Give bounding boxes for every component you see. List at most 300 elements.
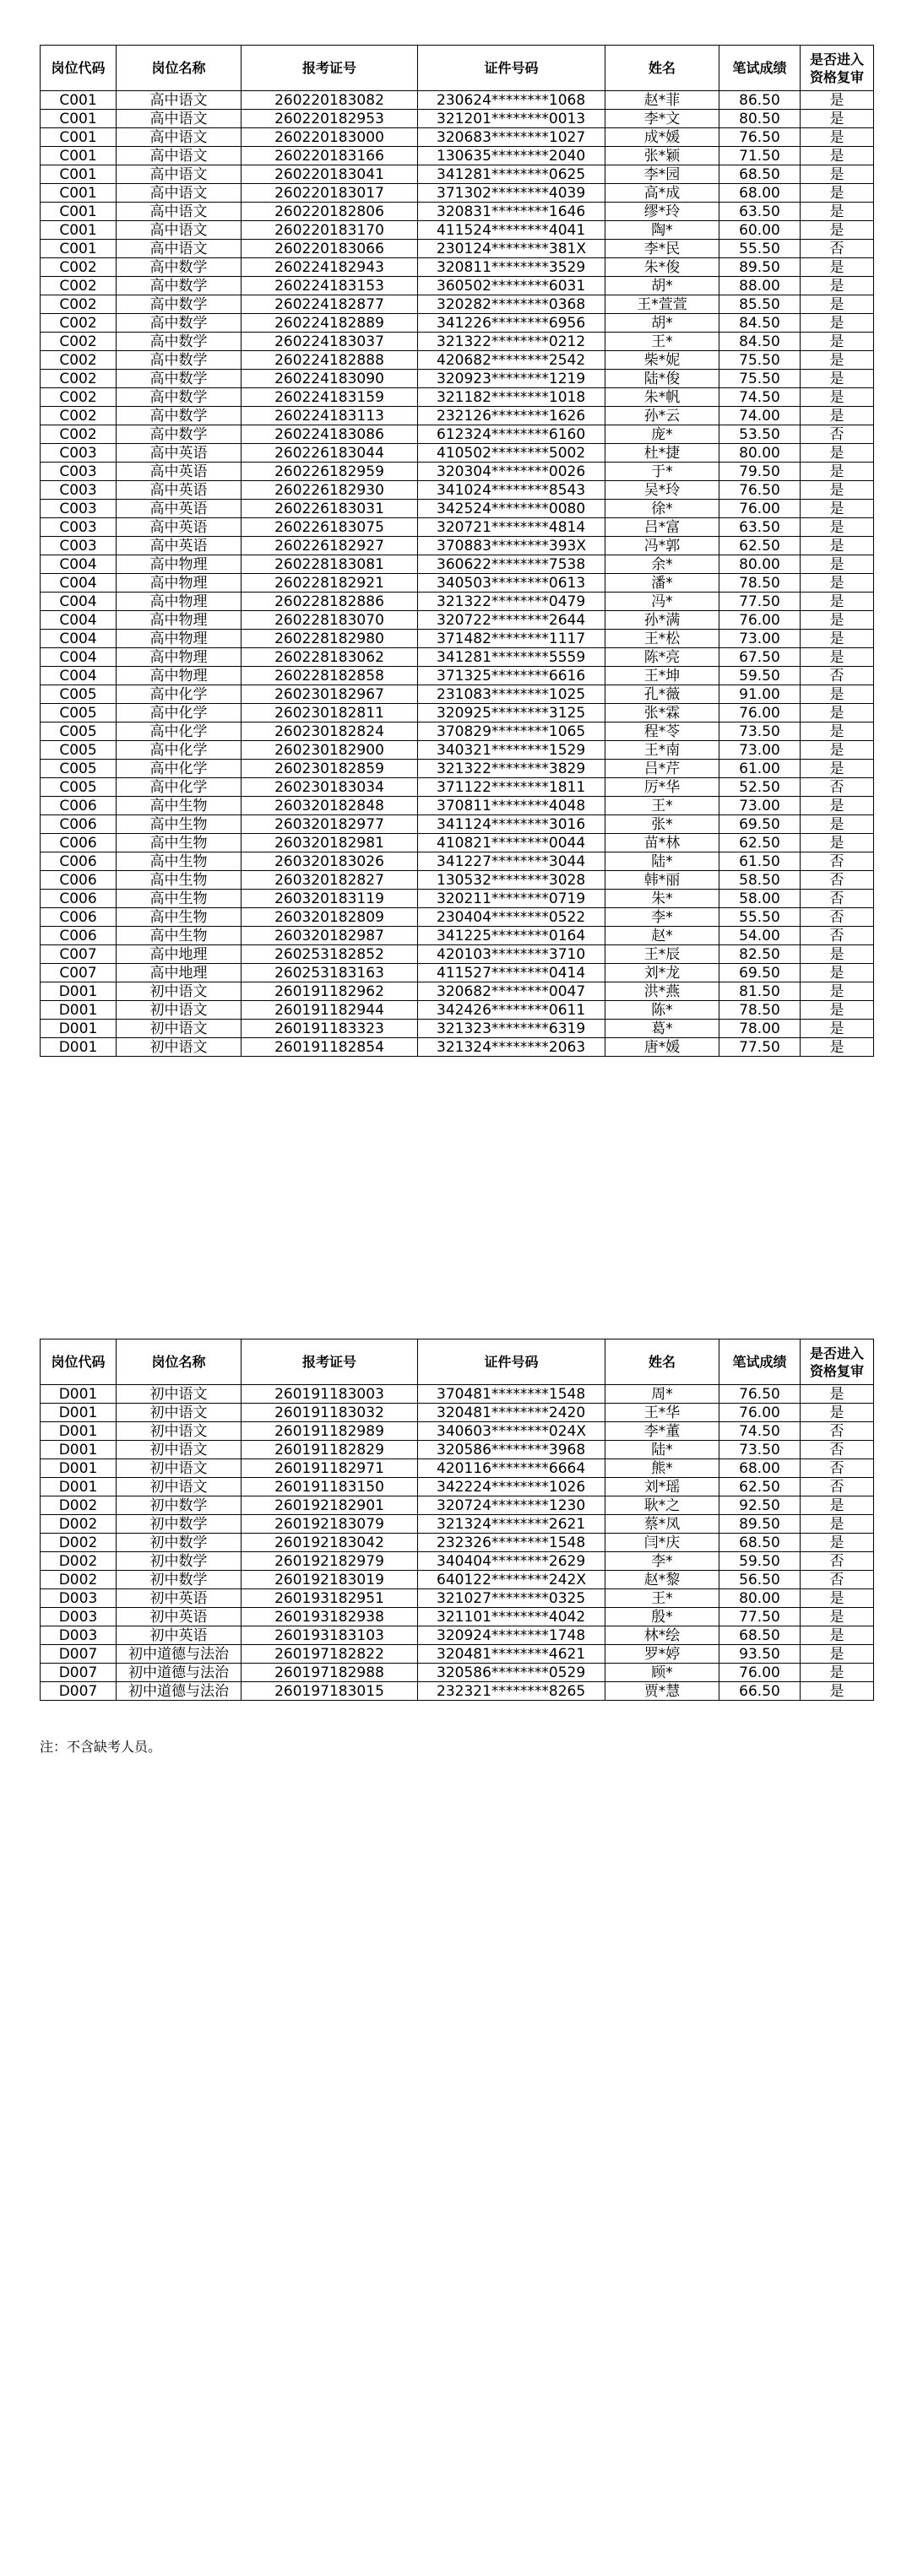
post-name-cell: 高中物理: [117, 630, 242, 648]
table-row: [41, 1571, 874, 1589]
table-row: [41, 964, 874, 982]
name-cell: 赵*菲: [605, 91, 719, 110]
post-code-cell: C001: [41, 165, 117, 184]
name-cell: 唐*媛: [605, 1038, 719, 1057]
table-row: [41, 258, 874, 277]
table-row: [41, 1001, 874, 1020]
table-row: [41, 704, 874, 722]
exam-number-cell: 260191182989: [242, 1422, 418, 1441]
id-number-cell: 612324********6160: [418, 425, 605, 444]
written-score-cell: 77.50: [719, 593, 801, 611]
post-code-cell: D001: [41, 982, 117, 1001]
id-number-cell: 321324********2063: [418, 1038, 605, 1057]
id-number-cell: 420116********6664: [418, 1459, 605, 1478]
id-number-cell: 340603********024X: [418, 1422, 605, 1441]
header-exam-number: 报考证号: [242, 46, 418, 91]
id-number-cell: 320211********0719: [418, 890, 605, 908]
review-status-cell: 是: [801, 704, 874, 722]
table-row: [41, 407, 874, 425]
header-post-name: 岗位名称: [117, 1339, 242, 1385]
post-code-cell: C006: [41, 815, 117, 834]
exam-number-cell: 260320182987: [242, 927, 418, 945]
written-score-cell: 81.50: [719, 982, 801, 1001]
table-row: [41, 1515, 874, 1534]
post-name-cell: 高中语文: [117, 184, 242, 203]
id-number-cell: 342524********0080: [418, 500, 605, 518]
post-name-cell: 高中生物: [117, 890, 242, 908]
table-row: [41, 370, 874, 388]
post-code-cell: C003: [41, 500, 117, 518]
exam-number-cell: 260191183003: [242, 1385, 418, 1404]
post-name-cell: 高中英语: [117, 500, 242, 518]
written-score-cell: 66.50: [719, 1682, 801, 1701]
post-name-cell: 高中物理: [117, 593, 242, 611]
exam-number-cell: 260220183170: [242, 221, 418, 240]
post-name-cell: 高中生物: [117, 871, 242, 890]
post-name-cell: 高中地理: [117, 964, 242, 982]
review-status-cell: 否: [801, 1441, 874, 1459]
id-number-cell: 342224********1026: [418, 1478, 605, 1496]
id-number-cell: 410821********0044: [418, 834, 605, 852]
id-number-cell: 320724********1230: [418, 1496, 605, 1515]
exam-number-cell: 260191183150: [242, 1478, 418, 1496]
table-row: [41, 1682, 874, 1701]
review-status-cell: 是: [801, 147, 874, 165]
table-row: [41, 1020, 874, 1038]
post-code-cell: C006: [41, 890, 117, 908]
name-cell: 王*坤: [605, 667, 719, 685]
post-code-cell: D001: [41, 1001, 117, 1020]
post-code-cell: D001: [41, 1020, 117, 1038]
post-name-cell: 高中化学: [117, 722, 242, 741]
table-row: [41, 927, 874, 945]
post-name-cell: 初中英语: [117, 1589, 242, 1608]
post-code-cell: C005: [41, 722, 117, 741]
name-cell: 葛*: [605, 1020, 719, 1038]
post-code-cell: D001: [41, 1478, 117, 1496]
name-cell: 王*: [605, 333, 719, 351]
review-status-cell: 是: [801, 333, 874, 351]
written-score-cell: 76.00: [719, 611, 801, 630]
review-status-cell: 否: [801, 871, 874, 890]
id-number-cell: 320923********1219: [418, 370, 605, 388]
name-cell: 程*苓: [605, 722, 719, 741]
post-name-cell: 初中语文: [117, 1441, 242, 1459]
post-code-cell: D007: [41, 1645, 117, 1664]
exam-number-cell: 260226182927: [242, 537, 418, 555]
review-status-cell: 是: [801, 741, 874, 760]
name-cell: 陆*俊: [605, 370, 719, 388]
name-cell: 赵*: [605, 927, 719, 945]
post-name-cell: 初中语文: [117, 1422, 242, 1441]
id-number-cell: 370883********393X: [418, 537, 605, 555]
exam-number-cell: 260228183062: [242, 648, 418, 667]
name-cell: 罗*婷: [605, 1645, 719, 1664]
table-row: [41, 351, 874, 370]
id-number-cell: 411524********4041: [418, 221, 605, 240]
header-post-code: 岗位代码: [41, 1339, 117, 1385]
written-score-cell: 61.00: [719, 760, 801, 778]
review-status-cell: 是: [801, 760, 874, 778]
written-score-cell: 73.00: [719, 797, 801, 815]
id-number-cell: 341124********3016: [418, 815, 605, 834]
review-status-cell: 是: [801, 258, 874, 277]
name-cell: 朱*: [605, 890, 719, 908]
table-row: [41, 1496, 874, 1515]
written-score-cell: 86.50: [719, 91, 801, 110]
name-cell: 王*萱萱: [605, 295, 719, 314]
review-status-cell: 否: [801, 778, 874, 797]
exam-number-cell: 260220182953: [242, 110, 418, 128]
id-number-cell: 341281********5559: [418, 648, 605, 667]
exam-number-cell: 260224183037: [242, 333, 418, 351]
header-name: 姓名: [605, 1339, 719, 1385]
id-number-cell: 341225********0164: [418, 927, 605, 945]
id-number-cell: 411527********0414: [418, 964, 605, 982]
post-code-cell: C001: [41, 110, 117, 128]
id-number-cell: 321182********1018: [418, 388, 605, 407]
id-number-cell: 321322********0479: [418, 593, 605, 611]
name-cell: 王*华: [605, 1404, 719, 1422]
id-number-cell: 321322********0212: [418, 333, 605, 351]
score-table-1: [40, 45, 874, 1057]
name-cell: 陆*: [605, 1441, 719, 1459]
exam-number-cell: 260230182824: [242, 722, 418, 741]
post-code-cell: C001: [41, 91, 117, 110]
review-status-cell: 否: [801, 852, 874, 871]
id-number-cell: 320683********1027: [418, 128, 605, 147]
name-cell: 林*绘: [605, 1626, 719, 1645]
name-cell: 冯*郭: [605, 537, 719, 555]
name-cell: 厉*华: [605, 778, 719, 797]
header-exam-number: 报考证号: [242, 1339, 418, 1385]
name-cell: 王*: [605, 1589, 719, 1608]
review-status-cell: 是: [801, 574, 874, 593]
id-number-cell: 341281********0625: [418, 165, 605, 184]
id-number-cell: 321201********0013: [418, 110, 605, 128]
written-score-cell: 73.50: [719, 722, 801, 741]
written-score-cell: 68.50: [719, 1626, 801, 1645]
post-code-cell: C001: [41, 147, 117, 165]
post-code-cell: C004: [41, 611, 117, 630]
id-number-cell: 321101********4042: [418, 1608, 605, 1626]
name-cell: 胡*: [605, 277, 719, 295]
review-status-cell: 是: [801, 128, 874, 147]
post-name-cell: 高中物理: [117, 555, 242, 574]
id-number-cell: 321322********3829: [418, 760, 605, 778]
exam-number-cell: 260320182977: [242, 815, 418, 834]
id-number-cell: 320586********3968: [418, 1441, 605, 1459]
review-status-cell: 是: [801, 797, 874, 815]
table-row: [41, 240, 874, 258]
table-body-1: [41, 91, 874, 1057]
written-score-cell: 59.50: [719, 1552, 801, 1571]
table-row: [41, 203, 874, 221]
written-score-cell: 62.50: [719, 834, 801, 852]
post-code-cell: D002: [41, 1534, 117, 1552]
name-cell: 成*媛: [605, 128, 719, 147]
exam-number-cell: 260191182962: [242, 982, 418, 1001]
table-row: [41, 1038, 874, 1057]
name-cell: 吕*富: [605, 518, 719, 537]
table-row: [41, 593, 874, 611]
table-body-2: [41, 1385, 874, 1701]
written-score-cell: 56.50: [719, 1571, 801, 1589]
name-cell: 于*: [605, 463, 719, 481]
post-code-cell: D001: [41, 1038, 117, 1057]
exam-number-cell: 260193182938: [242, 1608, 418, 1626]
header-id-number: 证件号码: [418, 1339, 605, 1385]
post-code-cell: C003: [41, 481, 117, 500]
review-status-cell: 是: [801, 407, 874, 425]
review-status-cell: 否: [801, 1459, 874, 1478]
name-cell: 蔡*凤: [605, 1515, 719, 1534]
post-code-cell: C001: [41, 184, 117, 203]
exam-number-cell: 260228182858: [242, 667, 418, 685]
name-cell: 杜*捷: [605, 444, 719, 463]
post-code-cell: C003: [41, 463, 117, 481]
table-row: [41, 295, 874, 314]
written-score-cell: 82.50: [719, 945, 801, 964]
post-name-cell: 高中生物: [117, 927, 242, 945]
post-code-cell: C005: [41, 760, 117, 778]
written-score-cell: 53.50: [719, 425, 801, 444]
table-row: [41, 277, 874, 295]
review-status-cell: 是: [801, 1038, 874, 1057]
table-row: [41, 667, 874, 685]
id-number-cell: 320721********4814: [418, 518, 605, 537]
name-cell: 余*: [605, 555, 719, 574]
review-status-cell: 是: [801, 611, 874, 630]
table-row: [41, 871, 874, 890]
table-row: [41, 314, 874, 333]
post-code-cell: C003: [41, 518, 117, 537]
post-name-cell: 初中语文: [117, 1459, 242, 1478]
exam-number-cell: 260228182886: [242, 593, 418, 611]
exam-number-cell: 260192182901: [242, 1496, 418, 1515]
table-row: [41, 741, 874, 760]
post-code-cell: D001: [41, 1404, 117, 1422]
exam-number-cell: 260320182827: [242, 871, 418, 890]
table-row: [41, 1589, 874, 1608]
review-status-cell: 是: [801, 314, 874, 333]
written-score-cell: 78.50: [719, 1001, 801, 1020]
table-row: [41, 1664, 874, 1682]
exam-number-cell: 260191183323: [242, 1020, 418, 1038]
name-cell: 熊*: [605, 1459, 719, 1478]
exam-number-cell: 260224183086: [242, 425, 418, 444]
post-code-cell: C002: [41, 314, 117, 333]
table-row: [41, 165, 874, 184]
name-cell: 洪*燕: [605, 982, 719, 1001]
id-number-cell: 230124********381X: [418, 240, 605, 258]
post-code-cell: D002: [41, 1552, 117, 1571]
name-cell: 朱*帆: [605, 388, 719, 407]
post-name-cell: 高中语文: [117, 110, 242, 128]
table-row: [41, 1608, 874, 1626]
written-score-cell: 63.50: [719, 203, 801, 221]
post-code-cell: D001: [41, 1422, 117, 1441]
table-row: [41, 1459, 874, 1478]
exam-number-cell: 260224183113: [242, 407, 418, 425]
review-status-cell: 是: [801, 295, 874, 314]
table-row: [41, 611, 874, 630]
post-code-cell: C002: [41, 407, 117, 425]
written-score-cell: 78.00: [719, 1020, 801, 1038]
table-header-row: [41, 46, 874, 91]
exam-number-cell: 260197183015: [242, 1682, 418, 1701]
name-cell: 苗*林: [605, 834, 719, 852]
post-name-cell: 初中语文: [117, 1385, 242, 1404]
exam-number-cell: 260226183031: [242, 500, 418, 518]
review-status-cell: 否: [801, 240, 874, 258]
table-row: [41, 797, 874, 815]
post-name-cell: 高中化学: [117, 778, 242, 797]
id-number-cell: 230404********0522: [418, 908, 605, 927]
id-number-cell: 341024********8543: [418, 481, 605, 500]
written-score-cell: 76.50: [719, 128, 801, 147]
id-number-cell: 130635********2040: [418, 147, 605, 165]
review-status-cell: 是: [801, 388, 874, 407]
exam-number-cell: 260228183081: [242, 555, 418, 574]
post-name-cell: 初中语文: [117, 1404, 242, 1422]
written-score-cell: 62.50: [719, 1478, 801, 1496]
post-name-cell: 初中语文: [117, 1001, 242, 1020]
written-score-cell: 74.50: [719, 1422, 801, 1441]
table-row: [41, 518, 874, 537]
table-row: [41, 1441, 874, 1459]
written-score-cell: 76.50: [719, 481, 801, 500]
table-row: [41, 890, 874, 908]
exam-number-cell: 260320183026: [242, 852, 418, 871]
review-status-cell: 是: [801, 1608, 874, 1626]
name-cell: 缪*玲: [605, 203, 719, 221]
exam-number-cell: 260228183070: [242, 611, 418, 630]
post-code-cell: C001: [41, 240, 117, 258]
header-written-score: 笔试成绩: [719, 1339, 801, 1385]
name-cell: 李*园: [605, 165, 719, 184]
exam-number-cell: 260220183166: [242, 147, 418, 165]
written-score-cell: 58.00: [719, 890, 801, 908]
post-name-cell: 高中英语: [117, 463, 242, 481]
post-code-cell: C002: [41, 258, 117, 277]
review-status-cell: 否: [801, 1478, 874, 1496]
review-status-cell: 是: [801, 370, 874, 388]
exam-number-cell: 260220183066: [242, 240, 418, 258]
written-score-cell: 76.00: [719, 1664, 801, 1682]
id-number-cell: 130532********3028: [418, 871, 605, 890]
id-number-cell: 371122********1811: [418, 778, 605, 797]
post-name-cell: 高中化学: [117, 760, 242, 778]
table-row: [41, 481, 874, 500]
written-score-cell: 80.00: [719, 1589, 801, 1608]
post-name-cell: 高中生物: [117, 834, 242, 852]
review-status-cell: 是: [801, 555, 874, 574]
table-row: [41, 1534, 874, 1552]
id-number-cell: 320282********0368: [418, 295, 605, 314]
post-name-cell: 高中化学: [117, 741, 242, 760]
name-cell: 朱*俊: [605, 258, 719, 277]
name-cell: 张*颖: [605, 147, 719, 165]
written-score-cell: 88.00: [719, 277, 801, 295]
review-status-cell: 是: [801, 184, 874, 203]
post-code-cell: D007: [41, 1664, 117, 1682]
post-name-cell: 高中数学: [117, 295, 242, 314]
id-number-cell: 320481********2420: [418, 1404, 605, 1422]
post-code-cell: D001: [41, 1459, 117, 1478]
post-name-cell: 高中英语: [117, 537, 242, 555]
review-status-cell: 是: [801, 518, 874, 537]
written-score-cell: 75.50: [719, 370, 801, 388]
post-name-cell: 高中数学: [117, 333, 242, 351]
name-cell: 李*董: [605, 1422, 719, 1441]
written-score-cell: 55.50: [719, 908, 801, 927]
review-status-cell: 是: [801, 685, 874, 704]
name-cell: 王*: [605, 797, 719, 815]
id-number-cell: 320831********1646: [418, 203, 605, 221]
table-row: [41, 834, 874, 852]
exam-number-cell: 260224183090: [242, 370, 418, 388]
table-row: [41, 110, 874, 128]
name-cell: 柴*妮: [605, 351, 719, 370]
written-score-cell: 84.50: [719, 314, 801, 333]
post-name-cell: 高中语文: [117, 147, 242, 165]
exam-number-cell: 260320182809: [242, 908, 418, 927]
post-name-cell: 高中语文: [117, 221, 242, 240]
id-number-cell: 371325********6616: [418, 667, 605, 685]
written-score-cell: 80.00: [719, 444, 801, 463]
post-code-cell: C004: [41, 593, 117, 611]
post-code-cell: C006: [41, 834, 117, 852]
post-name-cell: 初中数学: [117, 1515, 242, 1534]
exam-number-cell: 260193182951: [242, 1589, 418, 1608]
review-status-cell: 是: [801, 722, 874, 741]
written-score-cell: 89.50: [719, 1515, 801, 1534]
post-code-cell: C006: [41, 797, 117, 815]
post-name-cell: 初中语文: [117, 1038, 242, 1057]
post-code-cell: C007: [41, 945, 117, 964]
exam-number-cell: 260220183082: [242, 91, 418, 110]
written-score-cell: 74.00: [719, 407, 801, 425]
name-cell: 冯*: [605, 593, 719, 611]
review-status-cell: 是: [801, 481, 874, 500]
post-name-cell: 高中物理: [117, 648, 242, 667]
exam-number-cell: 260191182854: [242, 1038, 418, 1057]
post-code-cell: C002: [41, 370, 117, 388]
review-status-cell: 是: [801, 1589, 874, 1608]
written-score-cell: 68.50: [719, 165, 801, 184]
post-name-cell: 初中语文: [117, 1478, 242, 1496]
exam-number-cell: 260191183032: [242, 1404, 418, 1422]
post-name-cell: 高中生物: [117, 908, 242, 927]
name-cell: 陈*亮: [605, 648, 719, 667]
name-cell: 李*: [605, 1552, 719, 1571]
post-name-cell: 高中生物: [117, 852, 242, 871]
exam-number-cell: 260191182829: [242, 1441, 418, 1459]
written-score-cell: 74.50: [719, 388, 801, 407]
name-cell: 潘*: [605, 574, 719, 593]
post-code-cell: C005: [41, 741, 117, 760]
post-code-cell: D001: [41, 1385, 117, 1404]
post-name-cell: 高中语文: [117, 91, 242, 110]
name-cell: 刘*瑶: [605, 1478, 719, 1496]
id-number-cell: 320925********3125: [418, 704, 605, 722]
review-status-cell: 是: [801, 815, 874, 834]
name-cell: 吕*芹: [605, 760, 719, 778]
exam-number-cell: 260220182806: [242, 203, 418, 221]
name-cell: 徐*: [605, 500, 719, 518]
header-review-status: 是否进入 资格复审: [801, 46, 874, 91]
